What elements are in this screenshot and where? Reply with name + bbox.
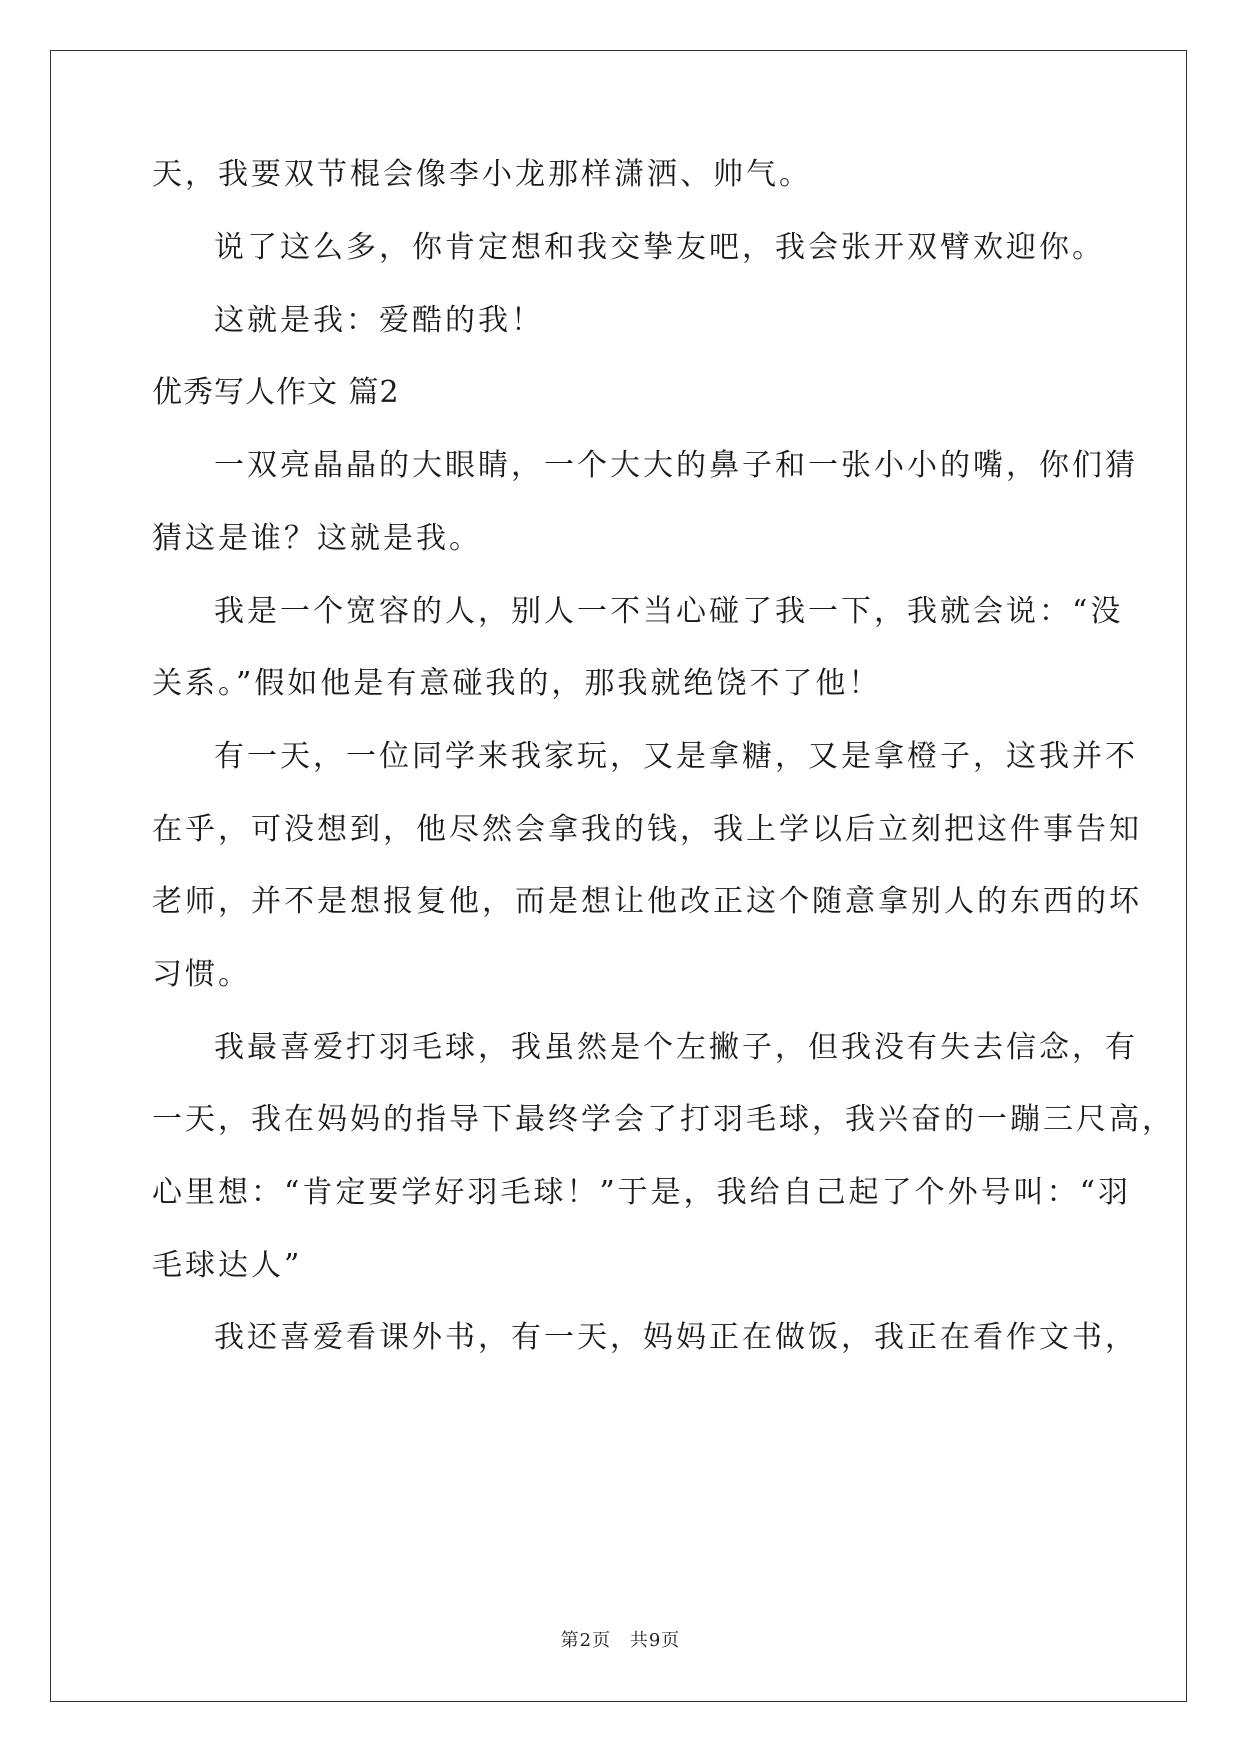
text-line: 说了这么多，你肯定想和我交挚友吧，我会张开双臂欢迎你。 — [214, 230, 1105, 265]
text-line: 我还喜爱看课外书，有一天，妈妈正在做饭，我正在看作文书， — [214, 1320, 1138, 1355]
text-line: 一天，我在妈妈的指导下最终学会了打羽毛球，我兴奋的一蹦三尺高， — [152, 1102, 1175, 1137]
text-line: 习惯。 — [152, 957, 251, 992]
section-heading: 优秀写人作文 篇2 — [152, 375, 400, 410]
text-line: 在乎，可没想到，他尽然会拿我的钱，我上学以后立刻把这件事告知 — [152, 812, 1142, 847]
text-line: 猜这是谁？这就是我。 — [152, 521, 482, 556]
text-line: 天，我要双节棍会像李小龙那样潇洒、帅气。 — [152, 157, 812, 192]
text-line: 心里想：“肯定要学好羽毛球！”于是，我给自己起了个外号叫：“羽 — [152, 1175, 1132, 1210]
page-number: 第2页 — [560, 1630, 612, 1651]
text-line: 关系。”假如他是有意碰我的，那我就绝饶不了他！ — [152, 666, 882, 701]
text-line: 这就是我：爱酷的我！ — [214, 303, 544, 338]
text-line: 老师，并不是想报复他，而是想让他改正这个随意拿别人的东西的坏 — [152, 884, 1142, 919]
page-footer — [0, 1626, 1241, 1652]
text-line: 一双亮晶晶的大眼睛，一个大大的鼻子和一张小小的嘴，你们猜 — [214, 448, 1138, 483]
page-border — [50, 50, 1187, 1702]
text-line: 毛球达人” — [152, 1248, 303, 1283]
page-total: 共9页 — [629, 1630, 681, 1651]
text-line: 我最喜爱打羽毛球，我虽然是个左撇子，但我没有失去信念，有 — [214, 1030, 1138, 1065]
text-line: 我是一个宽容的人，别人一不当心碰了我一下，我就会说：“没 — [214, 594, 1124, 629]
text-line: 有一天，一位同学来我家玩，又是拿糖，又是拿橙子，这我并不 — [214, 739, 1138, 774]
